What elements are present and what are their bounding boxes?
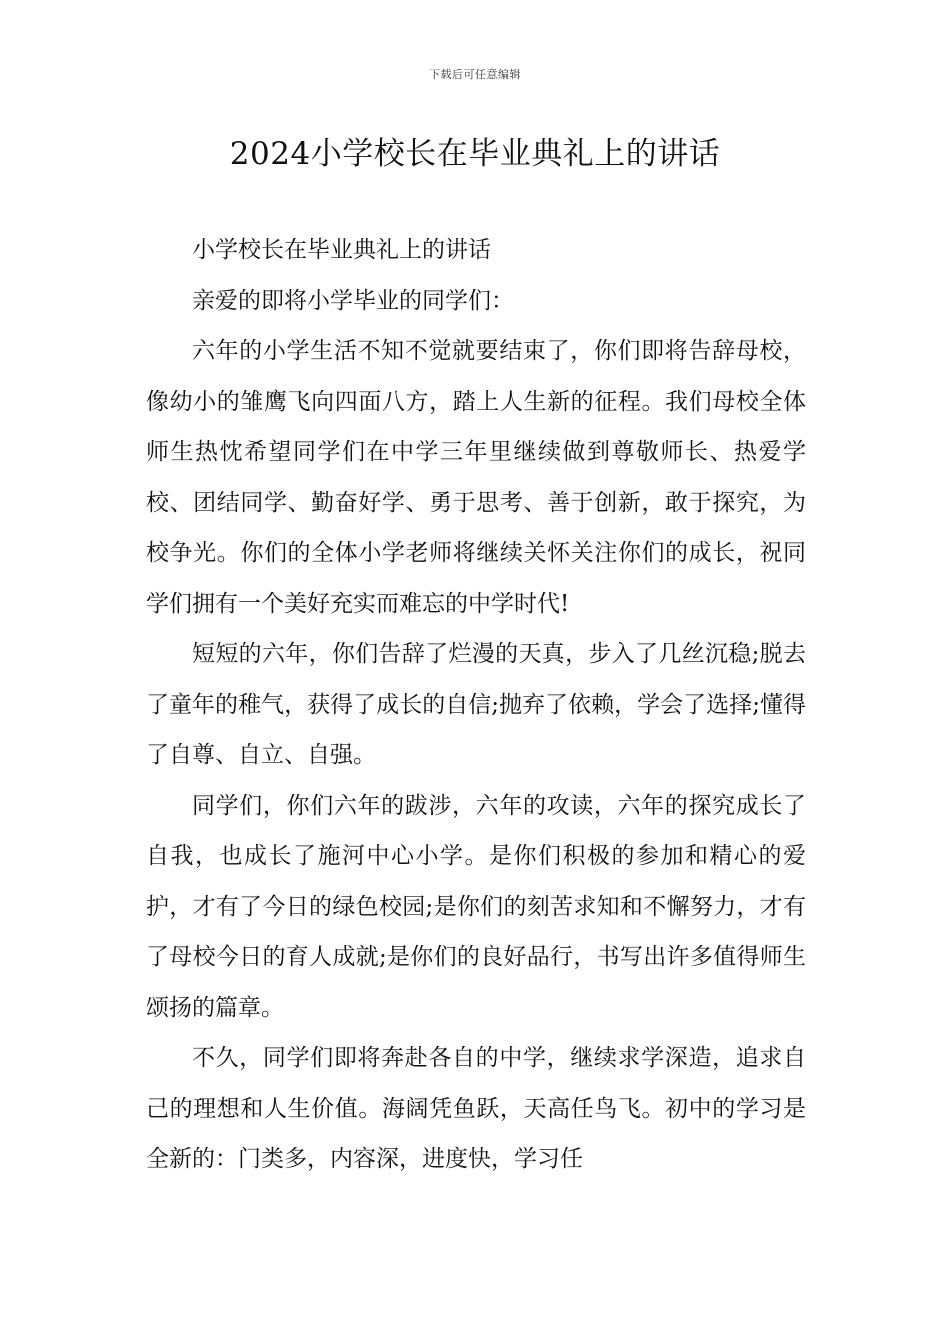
paragraph-greeting: 亲爱的即将小学毕业的同学们： [192,287,514,314]
document-title: 2024小学校长在毕业典礼上的讲话 [229,136,721,172]
paragraph: 六年的小学生活不知不觉就要结束了，你们即将告辞母校，像幼小的雏鹰飞向四面八方，踏上人生新的征程。我们母校全体师生热忱希望同学们在中学三年里继续做到尊敬师长、热爱学校、团结同学、勤奋好学、勇于思考、善于创新，敢于探究，为校争光。你们的全体小学老师将继续关怀关注你们的成长，祝同学们拥有一个美好充实而难忘的中学时代! [146,338,806,617]
paragraph: 不久，同学们即将奔赴各自的中学，继续求学深造，追求自己的理想和人生价值。海阔凭鱼跃，天高任鸟飞。初中的学习是全新的：门类多，内容深，进度快，学习任 [146,1045,806,1172]
document-body [146,225,806,1185]
paragraph: 短短的六年，你们告辞了烂漫的天真，步入了几丝沉稳;脱去了童年的稚气，获得了成长的自信;抛弃了依赖，学会了选择;懂得了自尊、自立、自强。 [146,641,806,768]
header-note: 下载后可任意编辑 [429,68,521,81]
paragraph: 同学们，你们六年的跋涉，六年的攻读，六年的探究成长了自我，也成长了施河中心小学。是你们积极的参加和精心的爱护，才有了今日的绿色校园;是你们的刻苦求知和不懈努力，才有了母校今日的育人成就;是你们的良好品行，书写出许多值得师生颂扬的篇章。 [146,792,806,1021]
paragraph-subtitle: 小学校长在毕业典礼上的讲话 [192,237,491,263]
